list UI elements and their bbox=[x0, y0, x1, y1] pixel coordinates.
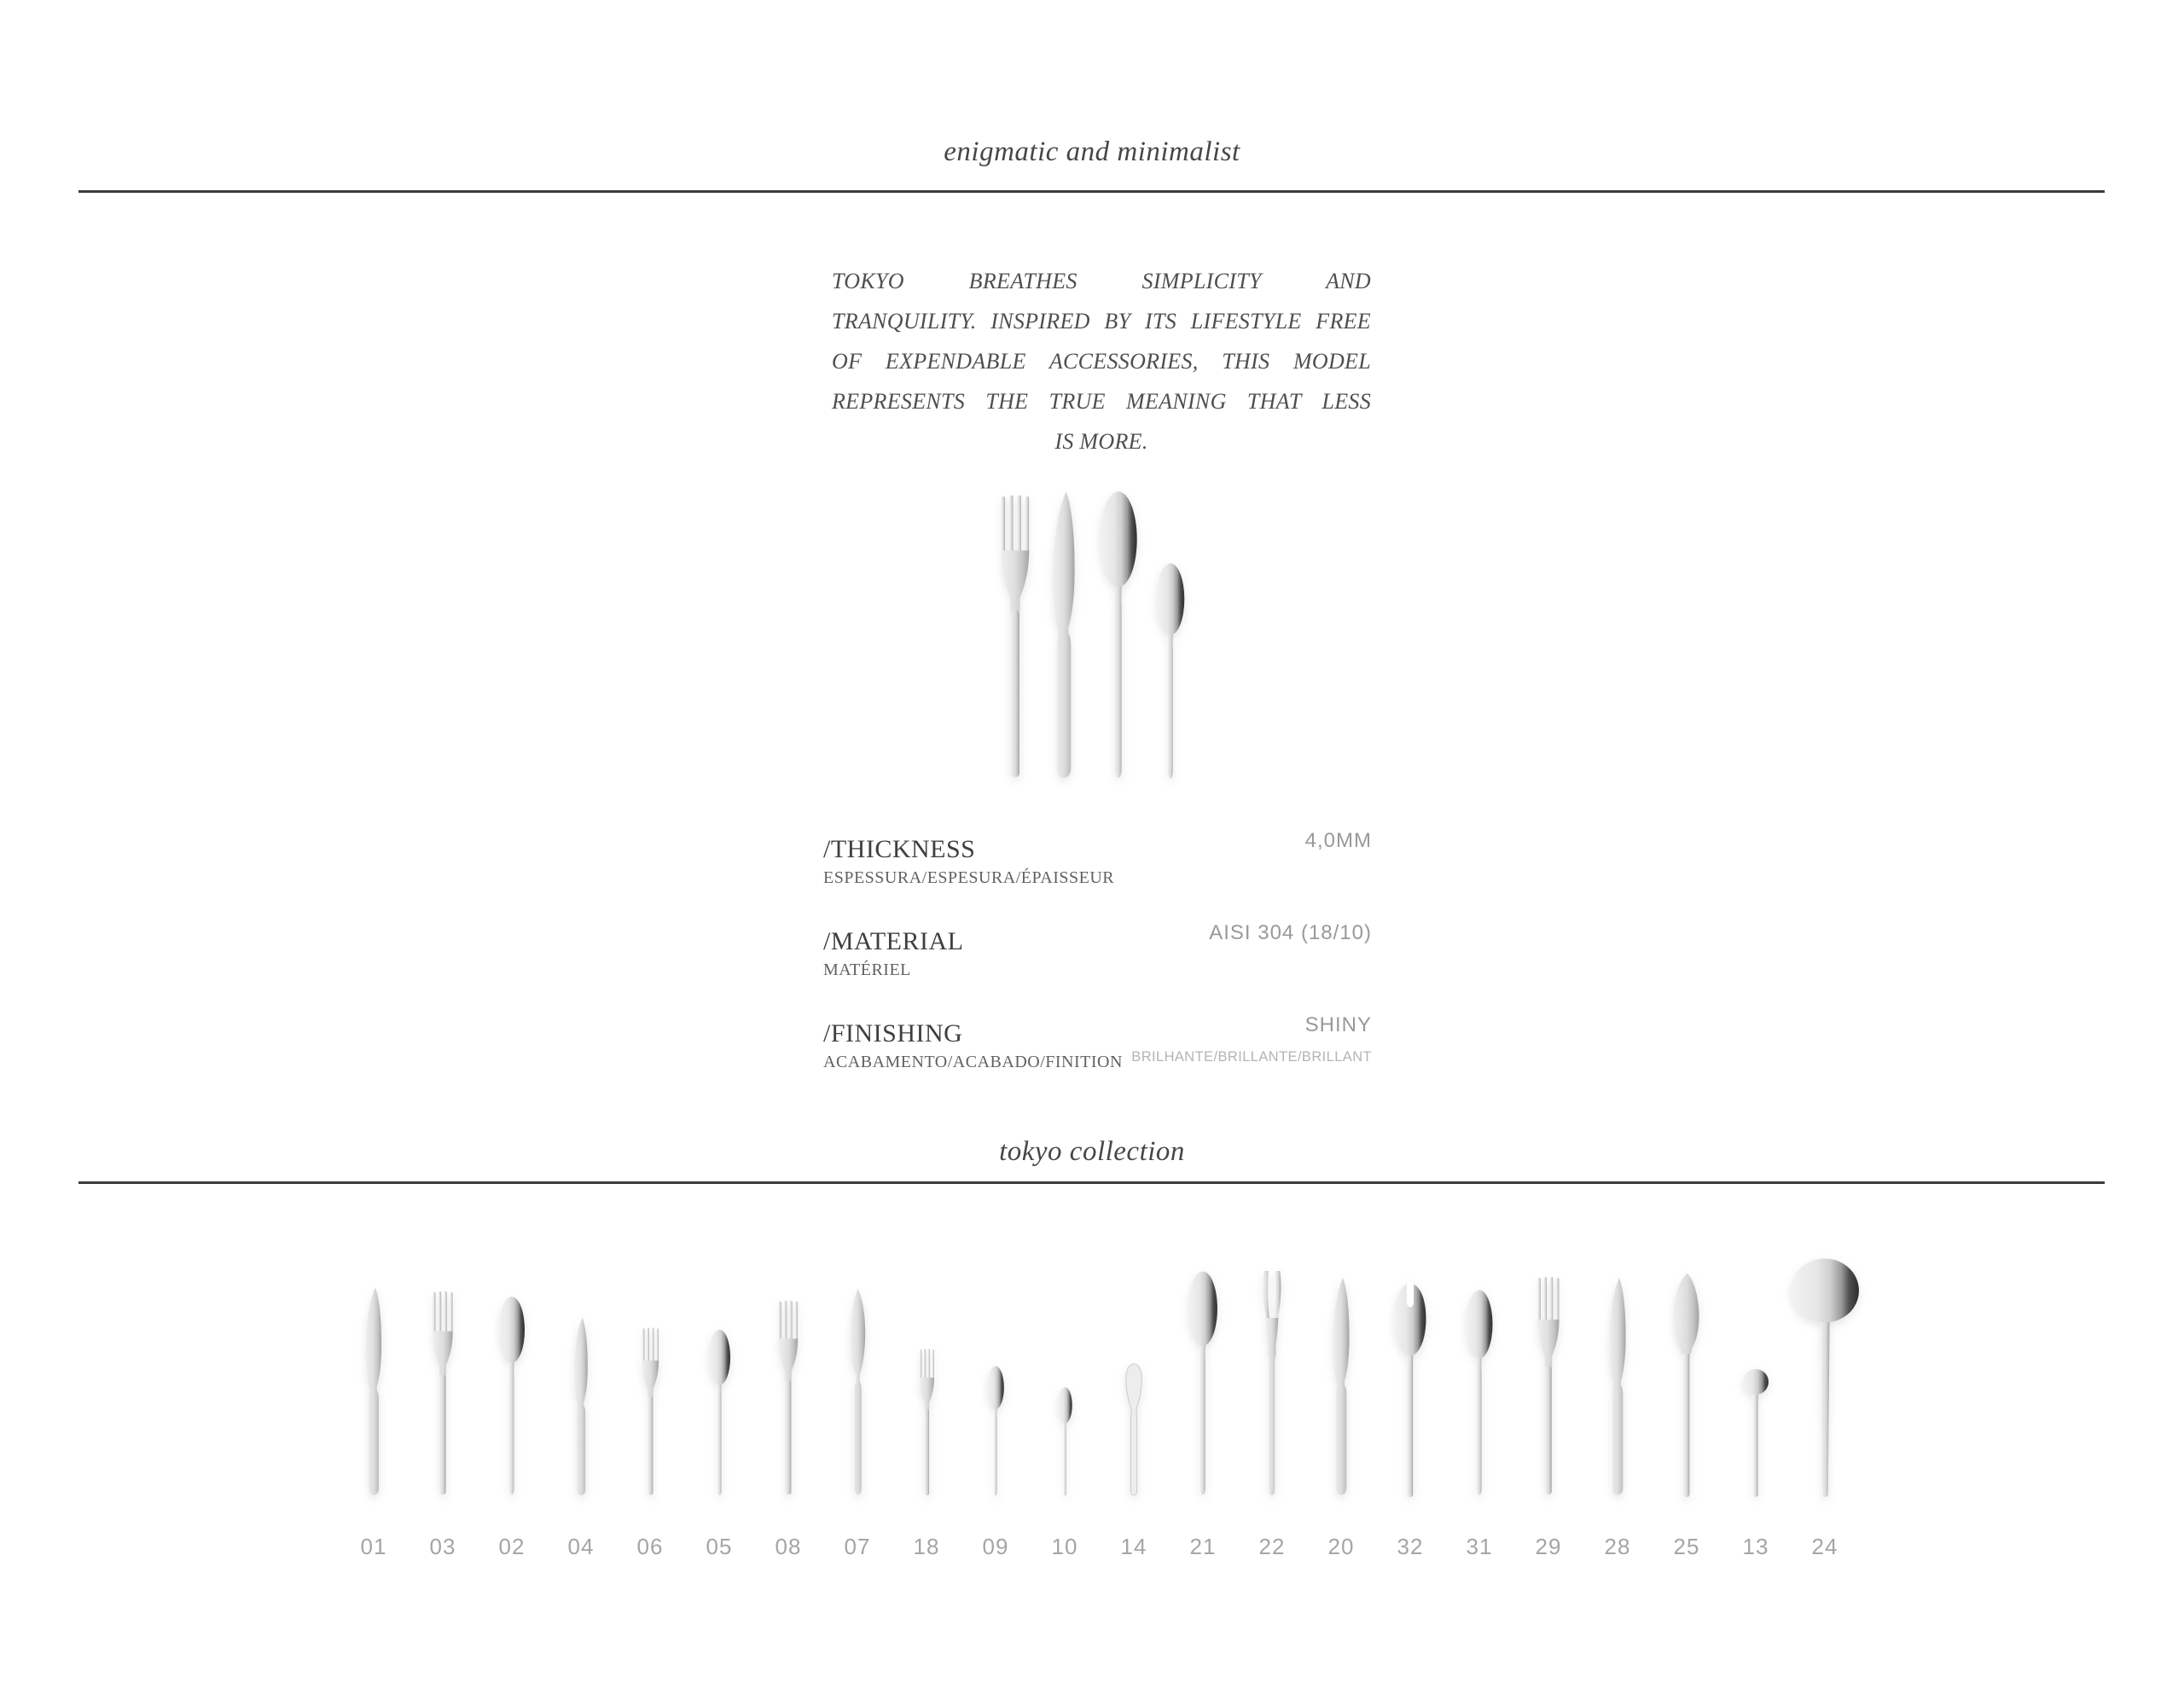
collection-item-table-fork-icon bbox=[426, 1290, 460, 1497]
collection-item-dessert-spoon bbox=[705, 1328, 735, 1497]
collection-item-number: 25 bbox=[1673, 1534, 1700, 1559]
collection-item-salad-server-fork-icon bbox=[1391, 1281, 1430, 1497]
description-line: REPRESENTS THE TRUE MEANING THAT LESS bbox=[832, 389, 1371, 414]
spec-sublabel: MATÉRIEL bbox=[823, 960, 911, 979]
featured-table-fork bbox=[993, 493, 1037, 780]
collection-item-number: 24 bbox=[1811, 1534, 1838, 1559]
collection-item-dessert-spoon-icon bbox=[705, 1328, 735, 1497]
collection-item-coffee-spoon-icon bbox=[1055, 1386, 1075, 1497]
collection-item-pie-server-icon bbox=[1666, 1271, 1707, 1497]
collection-item-number: 10 bbox=[1051, 1534, 1078, 1559]
collection-item-table-spoon bbox=[494, 1295, 530, 1497]
featured-table-knife-icon bbox=[1039, 465, 1089, 780]
spec-sublabel: ACABAMENTO/ACABADO/FINITION bbox=[823, 1053, 1123, 1071]
divider-bottom bbox=[78, 1181, 2105, 1184]
collection-item-dessert-fork-icon bbox=[636, 1326, 665, 1497]
collection-item-number: 03 bbox=[429, 1534, 456, 1559]
collection-item-butter-knife bbox=[1121, 1345, 1147, 1497]
collection-title: tokyo collection bbox=[999, 1136, 1185, 1167]
collection-item-fish-fork-icon bbox=[772, 1299, 804, 1497]
collection-item-table-spoon-icon bbox=[494, 1295, 530, 1497]
description-line: IS MORE. bbox=[1054, 429, 1148, 454]
collection-item-fish-fork bbox=[772, 1299, 804, 1497]
description-line: TOKYO BREATHES SIMPLICITY AND bbox=[832, 269, 1371, 293]
collection-item-number: 05 bbox=[706, 1534, 733, 1559]
collection-item-number: 29 bbox=[1535, 1534, 1562, 1559]
spec-value: 4,0MM bbox=[1304, 829, 1372, 852]
collection-item-butter-knife-icon bbox=[1121, 1345, 1147, 1497]
featured-table-knife bbox=[1039, 465, 1089, 780]
collection-item-serving-spoon-icon bbox=[1182, 1269, 1223, 1497]
collection-item-table-knife-icon bbox=[356, 1278, 392, 1497]
spec-row-thickness bbox=[823, 829, 1372, 888]
collection-item-serving-knife bbox=[1599, 1261, 1636, 1497]
collection-item-fish-knife-icon bbox=[841, 1285, 874, 1497]
collection-item-number: 02 bbox=[498, 1534, 526, 1559]
collection-item-number: 04 bbox=[567, 1534, 595, 1559]
collection-item-pie-server bbox=[1666, 1271, 1707, 1497]
collection-item-pastry-fork bbox=[915, 1348, 939, 1497]
collection-item-serving-knife-icon bbox=[1599, 1261, 1636, 1497]
collection-item-number: 07 bbox=[844, 1534, 871, 1559]
divider-top bbox=[78, 190, 2105, 193]
collection-item-pastry-fork-icon bbox=[915, 1348, 939, 1497]
collection-item-dessert-knife bbox=[566, 1312, 596, 1497]
collection-item-table-fork bbox=[426, 1290, 460, 1497]
collection-item-number: 09 bbox=[982, 1534, 1009, 1559]
collection-item-tea-spoon bbox=[984, 1365, 1008, 1497]
spec-row-material bbox=[823, 921, 1372, 980]
collection-item-serving-fork-icon bbox=[1531, 1275, 1566, 1497]
spec-subvalue: BRILHANTE/BRILLANTE/BRILLANT bbox=[1131, 1049, 1372, 1065]
collection-item-dessert-knife-icon bbox=[566, 1312, 596, 1497]
collection-item-number: 14 bbox=[1120, 1534, 1147, 1559]
collection-item-ladle-icon bbox=[1788, 1256, 1862, 1497]
collection-item-tea-spoon-icon bbox=[984, 1365, 1008, 1497]
collection-item-serving-fork bbox=[1531, 1275, 1566, 1497]
collection-item-number: 08 bbox=[775, 1534, 802, 1559]
featured-table-spoon bbox=[1095, 489, 1141, 780]
spec-sublabel: ESPESSURA/ESPESURA/ÉPAISSEUR bbox=[823, 868, 1115, 887]
collection-item-number: 18 bbox=[913, 1534, 940, 1559]
collection-item-serving-spoon bbox=[1182, 1269, 1223, 1497]
spec-value: AISI 304 (18/10) bbox=[1209, 921, 1372, 944]
spec-label: /MATERIAL bbox=[823, 927, 964, 955]
collection-item-coffee-spoon bbox=[1055, 1386, 1075, 1497]
spec-label: /FINISHING bbox=[823, 1019, 963, 1047]
description-line: TRANQUILITY. INSPIRED BY ITS LIFESTYLE FREE bbox=[832, 309, 1371, 334]
collection-item-ladle bbox=[1788, 1256, 1862, 1497]
featured-table-spoon-icon bbox=[1095, 489, 1141, 780]
description bbox=[832, 261, 1371, 461]
spec-value: SHINY bbox=[1304, 1013, 1372, 1036]
description-line: OF EXPENDABLE ACCESSORIES, THIS MODEL bbox=[832, 349, 1371, 374]
collection-item-number: 01 bbox=[360, 1534, 387, 1559]
collection-item-number: 32 bbox=[1397, 1534, 1424, 1559]
collection-item-number: 20 bbox=[1327, 1534, 1355, 1559]
page-title: enigmatic and minimalist bbox=[944, 136, 1240, 167]
collection-item-sugar-spoon bbox=[1741, 1367, 1770, 1497]
collection-item-sugar-spoon-icon bbox=[1741, 1367, 1770, 1497]
collection-item-fish-knife bbox=[841, 1285, 874, 1497]
collection-item-number: 06 bbox=[636, 1534, 664, 1559]
collection-item-dessert-fork bbox=[636, 1326, 665, 1497]
featured-table-fork-icon bbox=[993, 493, 1037, 780]
collection-item-number: 21 bbox=[1189, 1534, 1217, 1559]
featured-dessert-spoon bbox=[1153, 561, 1188, 780]
collection-item-carving-knife bbox=[1322, 1262, 1360, 1497]
collection-item-number: 22 bbox=[1258, 1534, 1286, 1559]
collection-item-table-knife bbox=[356, 1278, 392, 1497]
spec-label: /THICKNESS bbox=[823, 835, 976, 863]
spec-row-finishing bbox=[823, 1013, 1372, 1072]
collection-item-number: 31 bbox=[1466, 1534, 1493, 1559]
collection-item-salad-server-spoon bbox=[1461, 1288, 1498, 1497]
collection-item-carving-fork bbox=[1254, 1268, 1290, 1497]
collection-item-salad-server-spoon-icon bbox=[1461, 1288, 1498, 1497]
collection-item-carving-knife-icon bbox=[1322, 1262, 1360, 1497]
collection-item-number: 13 bbox=[1742, 1534, 1769, 1559]
collection-item-salad-server-fork bbox=[1391, 1281, 1430, 1497]
collection-item-number: 28 bbox=[1604, 1534, 1631, 1559]
featured-dessert-spoon-icon bbox=[1153, 561, 1188, 780]
collection-item-carving-fork-icon bbox=[1254, 1268, 1290, 1497]
